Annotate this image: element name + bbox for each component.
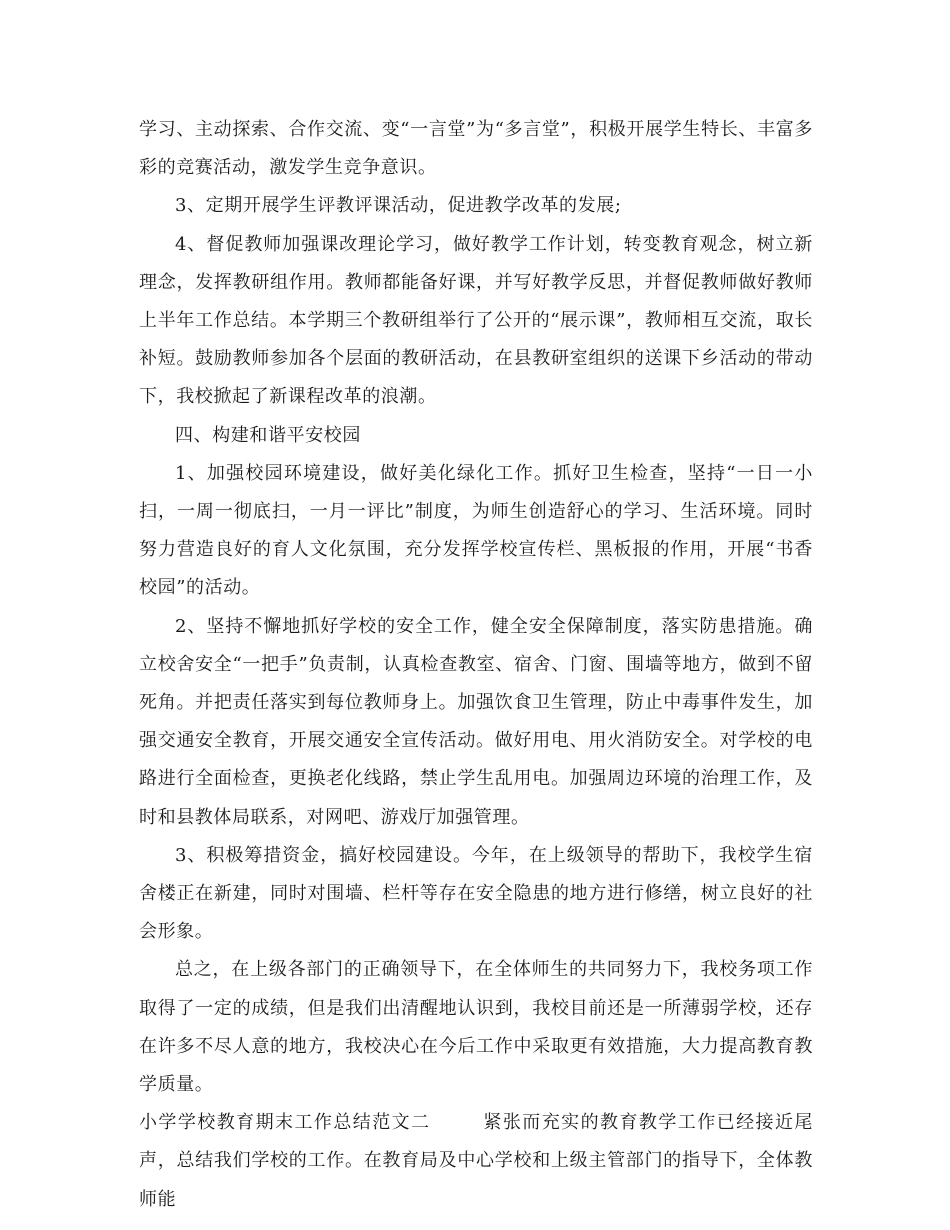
closing-paragraph: [139, 1104, 813, 1219]
paragraph-2: 3、定期开展学生评教评课活动，促进教学改革的发展;: [175, 195, 622, 217]
closing-heading: 小学学校教育期末工作总结范文二: [139, 1112, 431, 1134]
paragraph-3: 4、督促教师加强课改理论学习，做好教学工作计划，转变教育观念，树立新理念，发挥教研组作用。教师都能备好课，并写好教学反思，并督促教师做好教师上半年工作总结。本学期三个教研组举行了公开的“展示课”，教师相互交流，取长补短。鼓励教师参加各个层面的教研活动，在县教研室组织的送课下乡活动的带动下，我校掀起了新课程改革的浪潮。: [139, 233, 813, 408]
paragraph-1: 学习、主动探索、合作交流、变“一言堂”为“多言堂”，积极开展学生特长、丰富多彩的竞赛活动，激发学生竞争意识。: [139, 119, 813, 179]
document-body: [139, 111, 813, 1219]
paragraph-5: 1、加强校园环境建设，做好美化绿化工作。抓好卫生检查，坚持“一日一小扫，一周一彻底扫，一月一评比”制度，为师生创造舒心的学习、生活环境。同时努力营造良好的育人文化氛围，充分发挥学校宣传栏、黑板报的作用，开展“书香校园”的活动。: [139, 462, 813, 599]
closing-text: 紧张而充实的教育教学工作已经接近尾声，总结我们学校的工作。在教育局及中心学校和上级主管部门的指导下，全体教师能: [139, 1112, 813, 1210]
section-heading-safe-campus: 四、构建和谐平安校园: [175, 424, 361, 446]
paragraph-7: 3、积极筹措资金，搞好校园建设。今年，在上级领导的帮助下，我校学生宿舍楼正在新建，同时对围墙、栏杆等存在安全隐患的地方进行修缮，树立良好的社会形象。: [139, 844, 813, 943]
paragraph-conclusion: 总之，在上级各部门的正确领导下，在全体师生的共同努力下，我校务项工作取得了一定的成绩，但是我们出清醒地认识到，我校目前还是一所薄弱学校，还存在许多不尽人意的地方，我校决心在今后工作中采取更有效措施，大力提高教育教学质量。: [139, 959, 813, 1096]
paragraph-6: 2、坚持不懈地抓好学校的安全工作，健全安全保障制度，落实防患措施。确立校舍安全“一把手”负责制，认真检查教室、宿舍、门窗、围墙等地方，做到不留死角。并把责任落实到每位教师身上。加强饮食卫生管理，防止中毒事件发生，加强交通安全教育，开展交通安全宣传活动。做好用电、用火消防安全。对学校的电路进行全面检查，更换老化线路，禁止学生乱用电。加强周边环境的治理工作，及时和县教体局联系，对网吧、游戏厅加强管理。: [139, 615, 813, 828]
